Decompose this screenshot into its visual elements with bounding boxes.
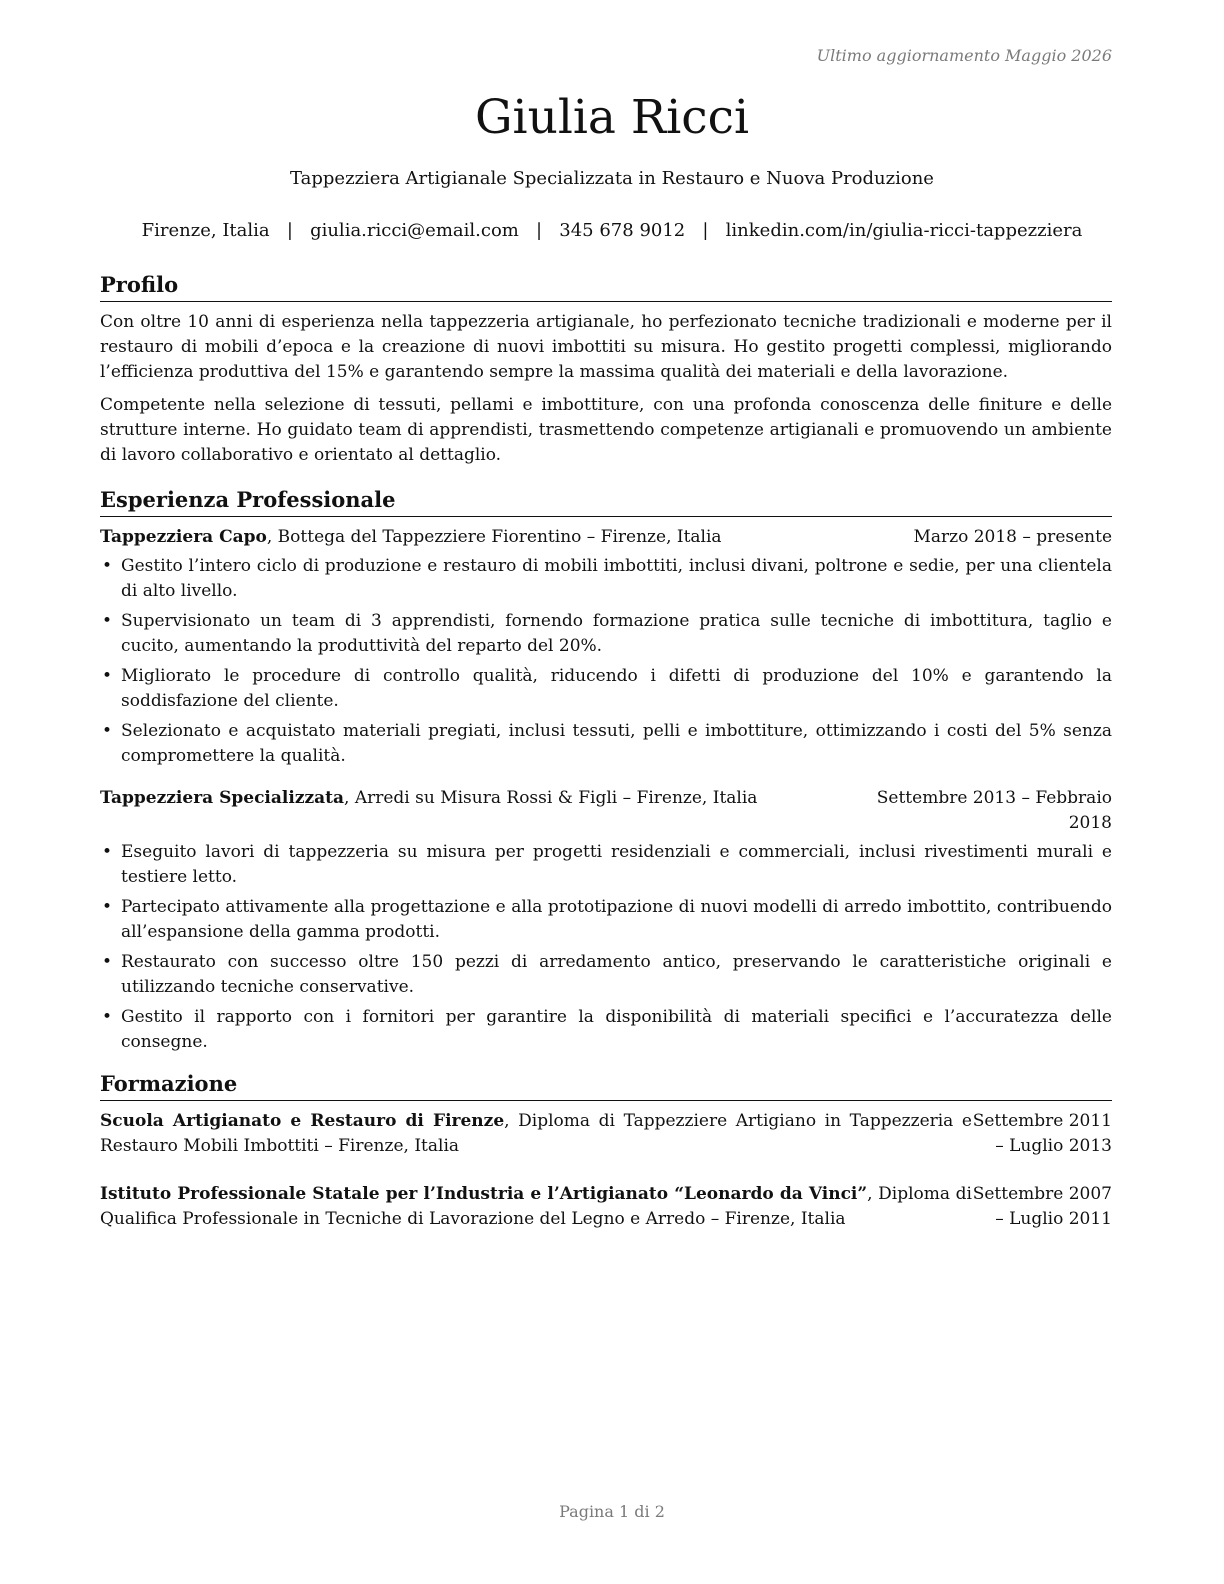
education-school: Scuola Artigianato e Restauro di Firenze [100,1111,505,1131]
education-entry [100,1182,1112,1232]
job-role: Tappezziera Specializzata [100,788,345,808]
section-title-education: Formazione [100,1069,1112,1101]
contact-phone[interactable]: 345 678 9012 [559,220,686,241]
list-item: • Gestito il rapporto con i fornitori per garantire la disponibilità di materiali specifici e l’accuratezza delle consegne. [100,1005,1112,1055]
education-entry [100,1109,1112,1159]
education-detail: , Diploma di Tappezziere Artigiano in Tappezzeria e Restauro Mobili Imbottiti – Firenze, Italia [100,1111,972,1156]
profile-paragraph: Con oltre 10 anni di esperienza nella tappezzeria artigianale, ho perfezionato tecniche tradizionali e moderne per il restauro di mobili d’epoca e la creazione di nuovi imbottiti su misura. Ho gestito progetti complessi, migliorando l’efficienza produttiva del 15% e garantendo sempre la massima qualità dei materiali e della lavorazione. [100,312,1112,382]
contact-separator: | [536,220,543,241]
section-title-profile: Profilo [100,270,1112,302]
list-item: • Gestito l’intero ciclo di produzione e restauro di mobili imbottiti, inclusi divani, poltrone e sedie, per una clientela di alto livello. [100,554,1112,604]
contact-email[interactable]: giulia.ricci@email.com [310,220,519,241]
resume-content [100,270,1112,1232]
education-school: Istituto Professionale Statale per l’Industria e l’Artigianato “Leonardo da Vinci” [100,1184,868,1204]
list-item: • Migliorato le procedure di controllo qualità, riducendo i difetti di produzione del 10% e garantendo la soddisfazione del cliente. [100,664,1112,714]
candidate-subtitle: Tappezziera Artigianale Specializzata in Restauro e Nuova Produzione [290,168,934,189]
list-item: • Supervisionato un team di 3 apprendisti, fornendo formazione pratica sulle tecniche di imbottitura, taglio e cucito, aumentando la produttività del reparto del 20%. [100,609,1112,659]
job-dates: Settembre 2013 – Febbraio 2018 [876,788,1112,833]
list-item: • Selezionato e acquistato materiali pregiati, inclusi tessuti, pelli e imbottiture, ottimizzando i costi del 5% senza compromettere la qualità. [100,719,1112,769]
list-item: • Partecipato attivamente alla progettazione e alla prototipazione di nuovi modelli di arredo imbottito, contribuendo all’espansione della gamma prodotti. [100,895,1112,945]
profile-paragraph: Competente nella selezione di tessuti, pellami e imbottiture, con una profonda conoscenza delle finiture e delle strutture interne. Ho guidato team di apprendisti, trasmettendo competenze artigianali e promuovendo un ambiente di lavoro collaborativo e orientato al dettaglio. [100,395,1112,465]
education-dates: Settembre 2007 – Luglio 2011 [972,1184,1112,1229]
contact-separator: | [286,220,293,241]
job-entry [100,786,1112,1055]
list-item: • Restaurato con successo oltre 150 pezzi di arredamento antico, preservando le caratteristiche originali e utilizzando tecniche conservative. [100,950,1112,1000]
candidate-name: Giulia Ricci [475,90,749,145]
contact-linkedin[interactable]: linkedin.com/in/giulia-ricci-tappezziera [725,220,1083,241]
job-bullets [100,840,1112,1055]
job-employer: , Bottega del Tappezziere Fiorentino – Firenze, Italia [266,527,722,547]
section-title-experience: Esperienza Professionale [100,485,1112,517]
job-employer: , Arredi su Misura Rossi & Figli – Firenze, Italia [344,788,758,808]
education-detail: , Diploma di Qualifica Professionale in Tecniche di Lavorazione del Legno e Arredo – Firenze, Italia [100,1184,972,1229]
contact-separator: | [702,220,709,241]
job-role: Tappezziera Capo [100,527,267,547]
contact-location: Firenze, Italia [141,220,270,241]
education-dates: Settembre 2011 – Luglio 2013 [972,1111,1112,1156]
job-entry [100,525,1112,769]
last-updated: Ultimo aggiornamento Maggio 2026 [816,46,1112,65]
page-number: Pagina 1 di 2 [559,1502,665,1521]
list-item: • Eseguito lavori di tappezzeria su misura per progetti residenziali e commerciali, inclusi rivestimenti murali e testiere letto. [100,840,1112,890]
contact-line [0,220,1224,241]
job-dates: Marzo 2018 – presente [913,527,1112,547]
job-bullets [100,554,1112,769]
